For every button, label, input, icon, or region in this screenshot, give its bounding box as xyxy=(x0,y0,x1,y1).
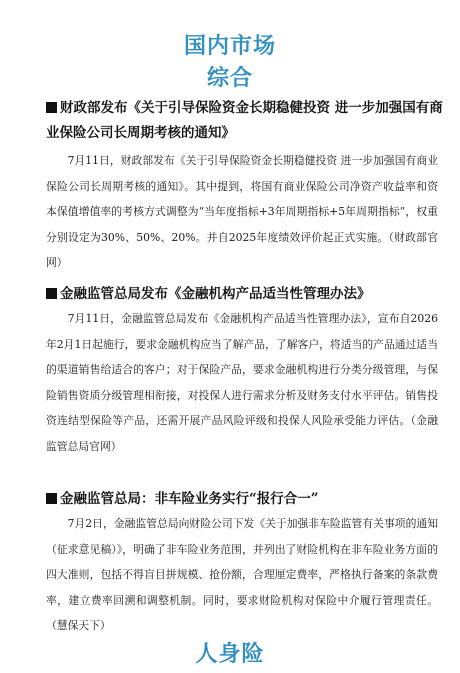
next-section-title: 人身险 xyxy=(195,641,265,667)
article-body-2: 7月11日，金融监管总局发布《金融机构产品适当性管理办法》，宣布自2026年2月1日起施行，要求金融机构应当了解产品，了解客户，将适当的产品通过适当的渠道销售给适合的客户；对于保险产品，要求金融机构进行分类分级管理，与保险销售资质分级管理相衔接，对投保人进行需求分析及财务支付水平评估。销售投资连结型保险等产品，还需开展产品风险评级和投保人风险承受能力评估。（金融监管总局官网） xyxy=(46,312,438,453)
article-title-text-1: 财政部发布《关于引导保险资金长期稳健投资 进一步加强国有商业保险公司长周期考核的通知》 xyxy=(46,100,443,141)
square-bullet-icon xyxy=(46,102,57,113)
article-body-3: 7月2日，金融监管总局向财险公司下发《关于加强非车险监管有关事项的通知（征求意见稿）》，明确了非车险业务范围，并列出了财险机构在非车险业务方面的四大准则，包括不得盲目拼规模、抢份额，合理厘定费率，严格执行备案的条款费率，建立费率回溯和调整机制。同时，要求财险机构对保险中介履行管理责任。（慧保天下） xyxy=(46,517,438,632)
article-title-text-3: 金融监管总局：非车险业务实行“报行合一” xyxy=(60,491,319,507)
section-title: 国内市场 xyxy=(183,33,276,59)
subsection-title: 综合 xyxy=(206,65,253,91)
square-bullet-icon xyxy=(46,493,57,504)
article-title-text-2: 金融监管总局发布《金融机构产品适当性管理办法》 xyxy=(60,286,371,302)
article-body-1: 7月11日，财政部发布《关于引导保险资金长期稳健投资 进一步加强国有商业保险公司长周期考核的通知》。其中提到，将国有商业保险公司净资产收益率和资本保值增值率的考核方式调整为“当年度指标+3年周期指标+5年周期指标”，权重分别设定为30%、50%、20%。并自2025年度绩效评价起正式实施。（财政部官网） xyxy=(46,154,438,269)
article-title-1 xyxy=(46,96,446,146)
article-title-3 xyxy=(46,487,446,512)
article-title-2 xyxy=(46,282,446,307)
square-bullet-icon xyxy=(46,288,57,299)
